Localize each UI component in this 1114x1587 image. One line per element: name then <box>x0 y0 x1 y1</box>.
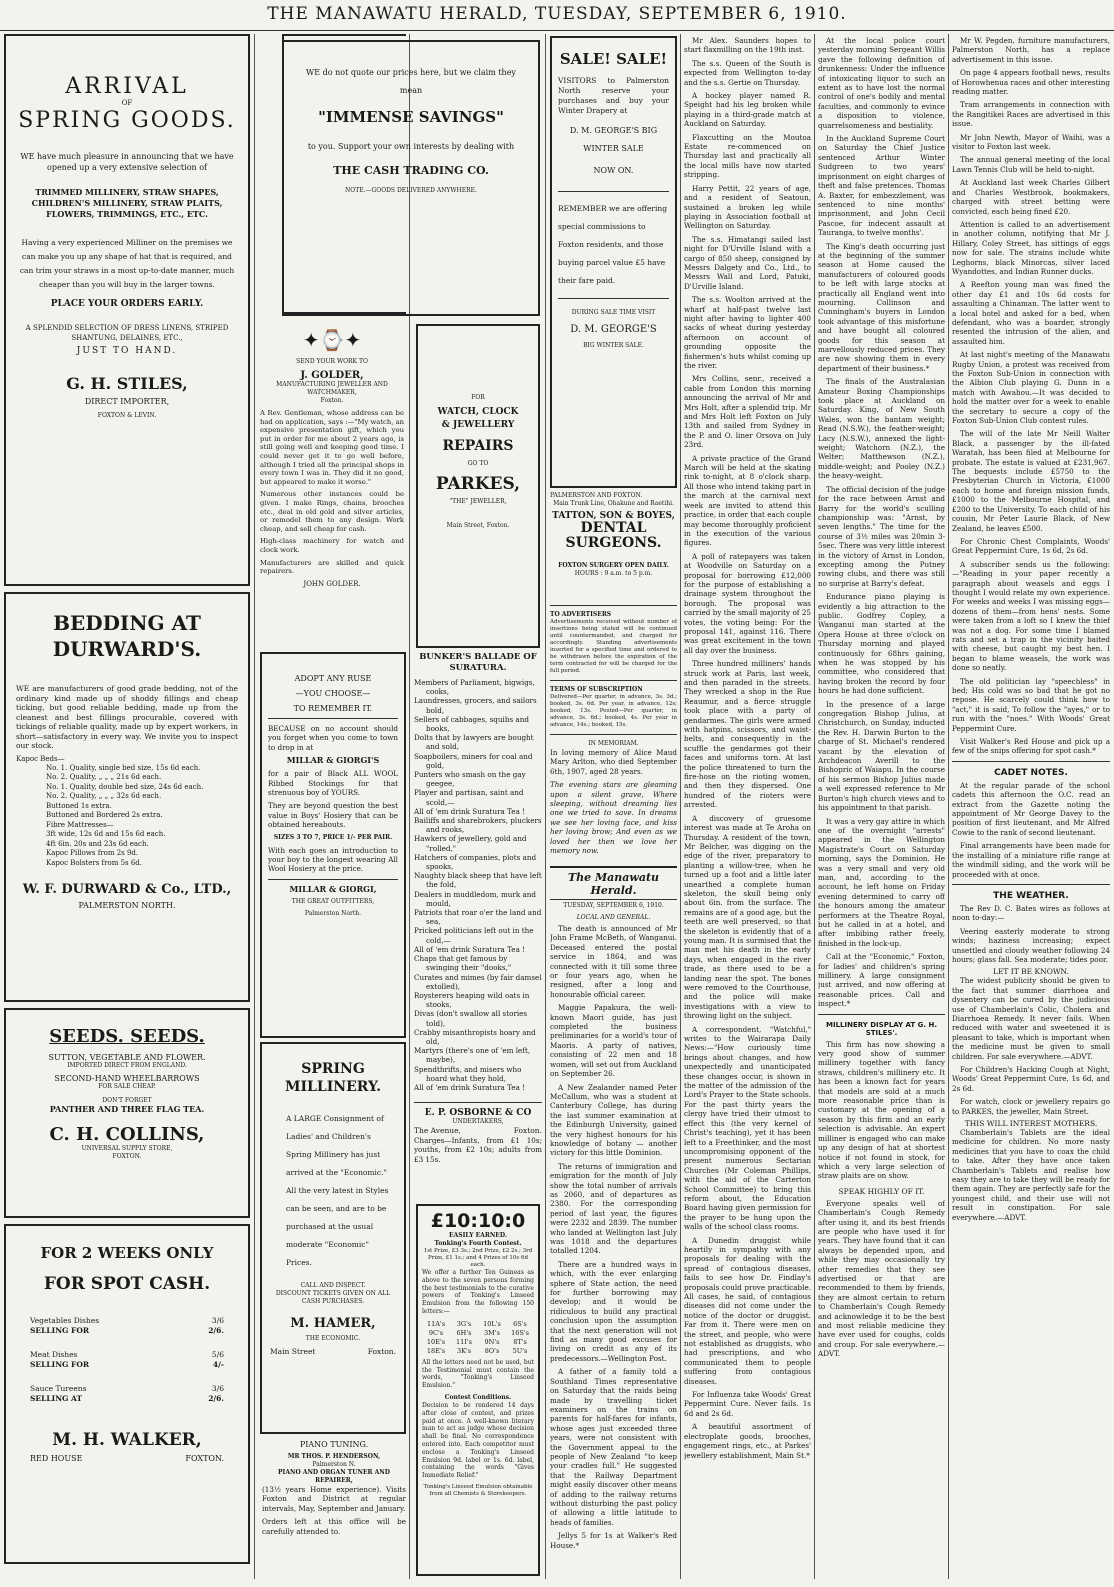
news-paragraph: Attention is called to an advertisement in another column, notifying that Mr J. Hillary, Coley Street, has sittings of eggs now for sale. The strains include white Leghorns, black Minorcas, silver laced Wyandottes, and Indian Runner ducks. <box>952 219 1110 276</box>
memoriam-verse: The evening stars are gleaming upon a silent grave, Where sleeping, without dreaming lies one we tried to save. In dreams we see her loving face, and kiss her loving brow; And even as we loved her then we love her memory now. <box>550 780 677 856</box>
millar-advert <box>260 652 406 1038</box>
walker-item-now: 2/6. <box>208 1326 224 1335</box>
ballad-line: Spendthrifts, and misers who hoard what they hold, <box>414 1064 522 1083</box>
durward-price-line: No. 1. Quality, single bed size, 15s 6d each. <box>46 763 201 772</box>
weather-p2: Veering easterly moderate to strong winds; haziness increasing; expect unsettled and cloudy weather following 24 hours; glass fall. Sea moderate; tides poor. <box>952 926 1110 964</box>
weather-title: THE WEATHER. <box>993 890 1069 901</box>
cadet-notes-title: CADET NOTES. <box>994 767 1068 778</box>
osborne-advert <box>414 1102 542 1209</box>
notices-block <box>550 600 677 860</box>
walker-item-was: 3/6 <box>211 1316 224 1325</box>
walker-item <box>30 1350 224 1370</box>
news-paragraph: For Chronic Chest Complaints, Woods' Great Peppermint Cure, 1s 6d, 2s 6d. <box>952 536 1110 556</box>
tonking-note: All the letters need not be used, but the Testimonial must contain the words, "Tonking's Linseed Emulsion." <box>422 1358 534 1390</box>
news-paragraph: A correspondent, "Watchful," writes to the Wairarapa Daily News:—"How curiously time brings about changes, and how unexpectedly and unanticipated these changes occur, is shown in the matter of the admission of the Lord's Prayer to the State schools. For the past thirty years the clergy have tried their utmost to effect this (the very kernel of Christ's teaching), yet it has been left to a Freethinker, and the most uncompromising opponent of the present numerous Sectarian Churches (Mr Coleman Phillips, with the aid of the Carterton School Committee) to bring this reform about, the Education Board having given permission for the prayer to be hung upon the walls of the school class rooms. <box>684 1024 811 1232</box>
tonking-advert <box>416 1204 540 1576</box>
walker-shop: RED HOUSE <box>30 1454 83 1463</box>
stiles-place: FOXTON & LEVIN. <box>97 412 157 419</box>
news-paragraph: A private practice of the Grand March will be held at the skating rink to-night, at 8 o'clock sharp. All those who intend taking part in the march at the carnival next week are invited to attend this practice, in order that each couple may become thoroughly proficient in the execution of the various figures. <box>684 453 811 548</box>
memoriam-title: IN MEMORIAM. <box>588 740 639 747</box>
parkes-line1: WATCH, CLOCK <box>437 407 519 417</box>
parkes-name: PARKES, <box>435 474 521 494</box>
ballad-line: Laundresses, grocers, and sailors bold, <box>414 696 537 715</box>
henderson-advert <box>262 1440 406 1580</box>
herald-section: LOCAL AND GENERAL. <box>576 914 651 921</box>
news-paragraph: Call at the "Economic," Foxton, for ladies' and children's spring millinery. A large consignment just arrived, and now offering at reasonable prices. Call and inspect.* <box>818 952 945 1009</box>
news-paragraph: In the Auckland Supreme Court on Saturday the Chief Justice sentenced Arthur Winter Sudgreen to two years' imprisonment on eight charges of theft and false pretences. Thomas A. Baxter, for embezzlement, was sentenced to nine months' imprisonment, and John Cecil Pascoe, for indecent assault at Tauranga, to twelve months'. <box>818 134 945 238</box>
walker-item <box>30 1316 224 1336</box>
walker-item-name: Meat Dishes <box>30 1350 78 1359</box>
news-paragraph: The King's death occurring just at the beginning of the summer season at Home caused the manufacturers of coloured goods to be left with large stocks at practically all England went into mourning. Collinson and Cunningham's buyers in London took advantage of this misfortune and have bought all coloured goods for this season at marvellously reduced prices. They are now showing them in every department of their business.* <box>818 241 945 373</box>
durward-price-line: Kapoc Pillows from 2s 9d. <box>46 849 139 857</box>
news-paragraph: A poll of ratepayers was taken at Woodville on Saturday on a proposal for borrowing £12,000 for the purpose of establishing a drainage system throughout the borough. The proposal was carried by the small majority of 25 votes, the voting being: For the proposal 141, against 116. There was great excitement in the town all day over the business. <box>684 551 811 655</box>
cash-trading-box <box>282 40 540 316</box>
walker-item-sell: SELLING FOR <box>30 1326 90 1335</box>
millar-name: MILLAR & GIORGI, <box>289 883 377 894</box>
durward-price-list <box>16 764 238 869</box>
news-paragraph: A subscriber sends us the following:—"Reading in your paper recently a paragraph about weasels and eggs I thought I would relate my own experience. For weeks and weeks I was missing eggs—dozens of them—from hens' nests. Some were taken from a loft so I knew the thief was not a dog. For some time I blamed rats and set a trap in the vicinity baited with cheese, but caught my best hen. I began to blame weasels, the work was done so neatly. <box>952 559 1110 673</box>
durward-price-line: No. 2. Quality, „ „ „ 32s 6d each. <box>46 792 162 800</box>
ballad-line: Hatchers of companies, plots and spooks, <box>414 852 537 872</box>
news-paragraph: The death is announced of Mr John Frame McBeth, of Wanganui. Deceased entered the postal service in 1864, and was connected with it till some three or four years ago, when he resigned, after a long and honourable official career. <box>550 924 677 999</box>
tonking-grid-cell: 9C's <box>428 1328 444 1337</box>
dental-title: DENTAL SURGEONS. <box>565 520 662 551</box>
news-column-5 <box>818 36 945 1579</box>
osborne-street: The Avenue, <box>414 1126 461 1135</box>
tonking-grid-cell: 11I's <box>456 1337 472 1346</box>
tonking-grid-cell: 10L's <box>483 1319 501 1328</box>
news-paragraph: For Influenza take Woods' Great Peppermint Cure. Never fails. 1s 6d and 2s 6d. <box>684 1390 811 1418</box>
cash-note: NOTE.—GOODS DELIVERED ANYWHERE. <box>345 187 477 194</box>
stiles-name: G. H. STILES, <box>66 374 188 393</box>
news-column-4 <box>684 36 811 1579</box>
hamer-title: SPRING MILLINERY. <box>284 1061 382 1095</box>
george-name: D. M. GEORGE'S <box>570 324 657 335</box>
durward-price-line: No. 1. Quality, double bed size, 24s 6d each. <box>46 782 204 791</box>
cadet-notes-p2: Final arrangements have been made for the installing of a miniature rifle range at the windmill siding, and the work will be proceeded with at once. <box>952 841 1110 879</box>
osborne-charges: Charges—Infants, from £1 10s; youths, from £2 10s; adults from £3 15s. <box>414 1136 542 1164</box>
george-remember: REMEMBER we are offering special commissions to Foxton residents, and those buying parcel value £5 have their fare paid. <box>558 204 667 285</box>
weather-p1: The Rev D. C. Bates wires as follows at noon to-day:— <box>952 903 1110 923</box>
walker-item-was: 3/6 <box>211 1384 224 1393</box>
collins-line4: FOR SALE CHEAP. <box>98 1083 156 1090</box>
stiles-of: OF <box>121 99 133 107</box>
golder-advert <box>260 328 404 642</box>
masthead: THE MANAWATU HERALD, TUESDAY, SEPTEMBER 6, 1910. <box>0 0 1114 31</box>
millar-line1: ADOPT ANY RUSE <box>294 674 372 683</box>
news-paragraph: Three hundred milliners' hands struck work at Paris, last week, and then paraded in the streets. They wrecked a shop in the Rue Reaumur, and a fierce struggle took place with a party of gendarmes. The girls were armed with hatpins, scissors, and waist-belts, and consequently in the scuffle the gendarmes got their faces and uniforms torn. At last the police threatened to turn the fire-hose on the rioting women, and then they dispersed. One hundred of the rioters were arrested. <box>684 659 811 810</box>
collins-line1: SUTTON, VEGETABLE AND FLOWER. <box>48 1053 206 1062</box>
walker-item-sell: SELLING AT <box>30 1394 83 1403</box>
stiles-goods: TRIMMED MILLINERY, STRAW SHAPES, CHILDREN'S MILLINERY, STRAW PLAITS, FLOWERS, TRIMMINGS, ETC., ETC. <box>31 187 223 219</box>
herald-header <box>550 866 677 922</box>
parkes-line2: & JEWELLERY <box>441 420 515 430</box>
dental-hours-block <box>550 562 677 598</box>
durward-name: W. F. DURWARD & Co., LTD., <box>22 882 232 897</box>
dental-surgery: FOXTON SURGERY OPEN DAILY. <box>558 562 669 569</box>
ballad-line: Naughty black sheep that have left the fold, <box>414 871 542 890</box>
hamer-discount: DISCOUNT TICKETS GIVEN ON ALL CASH PURCHASES. <box>275 1290 391 1305</box>
stiles-intro: WE have much pleasure in announcing that we have opened up a very extensive selection of <box>20 152 234 172</box>
stiles-selection: A SPLENDID SELECTION OF DRESS LINENS, STRIPED SHANTUNG, DELAINES, ETC., <box>25 324 229 342</box>
tonking-grid-cell: 3G's <box>456 1319 472 1328</box>
cash-intro: WE do not quote our prices here, but we claim they mean <box>306 68 516 95</box>
tonking-grid-cell: 18E's <box>426 1346 446 1355</box>
ballad-line: Divas (don't swallow all stories told), <box>414 1009 528 1028</box>
let-it-be-known-text: The widest publicity should be given to the fact that summer diarrhoea and dysentery can be cured by the judicious use of Chamberlain's Colic, Cholera and Diarrhoea Remedy. It never fails. When reduced with water and sweetened it is pleasant to take, which is important when the medicine must be given to small children. For sale everywhere.—ADVT. <box>952 976 1110 1061</box>
hamer-name: M. HAMER, <box>290 1316 376 1331</box>
george-now: NOW ON. <box>593 166 634 175</box>
millar-shop: MILLAR & GIORGI'S <box>286 755 380 766</box>
news-paragraph: The s.s. Himatangi sailed last night for D'Urville Island with a cargo of 850 sheep, consigned by Messrs Dalgety and Co., Ltd., to Messrs Wall and Lord, Patuki, D'Urville Island. <box>684 234 811 291</box>
news-paragraph: A Reefton young man was fined the other day £1 and 10s 6d costs for assaulting a Chinaman. The latter went to a local hotel and asked for a bed, when defendant, who was a boarder, strongly resented the intrusion of the alien, and assaulted him. <box>952 280 1110 346</box>
ballad-line: Soapboilers, miners for coal and gold, <box>414 751 533 770</box>
news-paragraph: Mrs Collins, senr., received a cable from London this morning announcing the arrival of Mr and Mrs Holt, after a splendid trip. Mr and Mrs Holt left Foxton on July 13th and sailed from Sydney in the P. and O. liner Orsova on July 23rd. <box>684 374 811 450</box>
walker-item-sell: SELLING FOR <box>30 1360 90 1369</box>
tonking-text: We offer a further Ten Guineas as above to the seven persons forming the best testimonials to the curative powers of Tonking's Linseed Emulsion from the following 150 letters:— <box>422 1269 534 1315</box>
durward-title: BEDDING AT DURWARD'S. <box>52 611 202 661</box>
ballad-line: Dealers in muddledom, murk and mould, <box>414 889 537 908</box>
news-paragraph: In the presence of a large congregation Bishop Julius, at Christchurch, on Sunday, inducted the Rev. H. Darwin Burton to the charge of St. Michael's rendered vacant by the elevation of Archdeacon Averill to the Bishopric of Waiapu. In the course of his sermon Bishop Julius made a well expressed reference to Mr Burton's high church views and to his appointment to that parish. <box>818 699 945 813</box>
ballad-line: Punters who smash on the gay geegee, <box>414 770 526 789</box>
tonking-price: £10:10:0 <box>430 1210 526 1232</box>
walker-place: FOXTON. <box>185 1454 224 1463</box>
tonking-earned: EASILY EARNED. <box>449 1232 507 1239</box>
george-title: SALE! SALE! <box>559 50 668 68</box>
news-paragraph: At the local police court yesterday morning Sergeant Willis gave the following definition of drunkenness: Under the influence of intoxicating liquor to such an extent as to have lost the normal control of one's bodily and mental faculties, and commonly to evince a disposition to violence, quarrelsomeness and bestiality. <box>818 36 945 130</box>
durward-intro: WE are manufacturers of good grade bedding, not of the ordinary kind made up of shoddy fillings and cheap ticking, but good reliable bedding, made up from the cleanest and best fillings procurable, covered with tickings of reliable quality, made up by expert workers, in short—satisfactory in every way. We invite you to inspect our stock. <box>16 684 238 750</box>
hamer-sub: THE ECONOMIC. <box>305 1335 361 1342</box>
osborne-name: E. P. OSBORNE & CO <box>424 1108 532 1118</box>
walker-title2: FOR SPOT CASH. <box>43 1274 211 1294</box>
durward-price-line: Kapoc Bolsters from 5s 6d. <box>46 858 142 867</box>
news-paragraph: Mr John Newth, Mayor of Waihi, was a visitor to Foxton last week. <box>952 132 1110 152</box>
cash-headline: "IMMENSE SAVINGS" <box>318 108 504 126</box>
news-paragraph: On page 4 appears football news, results of Horowhenua races and other interesting reading matter. <box>952 68 1110 97</box>
ballad-line: Martyrs (there's one of 'em left, maybe), <box>414 1046 531 1065</box>
tonking-grid-cell: 3M's <box>484 1328 500 1337</box>
osborne-place: Foxton. <box>513 1126 542 1135</box>
ballad-line: Roysterers heaping wild oats in stooks, <box>414 990 530 1010</box>
news-paragraph: Mr W. Pegden, furniture manufacturers, Palmerston North, has a replace advertisement in this issue. <box>952 36 1110 64</box>
collins-store: UNIVERSAL SUPPLY STORE, <box>81 1145 173 1152</box>
ballad-line: All of 'em drink Suratura Tea ! <box>414 806 526 816</box>
column-rule <box>545 34 546 1579</box>
ballad-line: Chaps that get famous by swinging their "dooks," <box>414 954 512 973</box>
millar-line2: —YOU CHOOSE— <box>295 689 371 698</box>
news-paragraph: It was a very gay attire in which one of the overnight "arrests" appeared in the Wellington Magistrate's Court on Saturday morning, says the Dominion. He was a very small and very old man, and, according to the account, he left home on Friday evening determined to carry off the honours among the amateur performers at the Theatre Royal, but he called in at a hotel, and after imbibing rather freely, finished in the lock-up. <box>818 816 945 948</box>
dental-line: Main Trunk Line, Ohakune and Raetihi. <box>553 500 674 507</box>
golder-name: J. GOLDER, <box>300 370 364 381</box>
tonking-footer: Tonking's Linseed Emulsion obtainable from all Chemists & Storekeepers. <box>423 1483 533 1497</box>
millar-text1: BECAUSE on no account should you forget when you come to town to drop in at <box>268 724 398 752</box>
news-paragraph: A New Zealander named Peter McCallum, who was a student at Canterbury College, has during the last summer examination at the Edinburgh University, gained the very highest honours for his knowledge of botany — another victory for this little Dominion. <box>550 1082 677 1158</box>
henderson-place: Palmerston N. <box>312 1461 356 1468</box>
news-paragraph: The old politician lay "speechless" in bed; His cold was so bad that he got no repose. He scarcely could think how to "act," it is said, To follow the "ayes," or to run with the "noes." With Woods' Great Peppermint Cure. <box>952 676 1110 733</box>
golder-role: MANUFACTURING JEWELLER AND WATCHMAKER, <box>276 381 388 396</box>
tonking-grid-cell: 11A's <box>426 1319 446 1328</box>
news-paragraph: A discovery of gruesome interest was made at Te Aroha on Thursday. A resident of the town, Mr Belcher, was digging on the edge of the river, preparatory to planting a willow-tree, when he turned up a foot and a little later unearthed a complete human skeleton, the skull being only about 6in. from the surface. The remains are of a good age, but the teeth are well preserved, so that the skeleton is evidently that of a young man. It is surmised that the man met his death in the early days, when engaged in the river trade, as there used to be a landing near the spot. The bones were removed to the Courthouse, and the police will make investigations with a view to throwing light on the subject. <box>684 813 811 1021</box>
ballad-line: All of 'em drink Suratura Tea ! <box>414 1082 526 1092</box>
millar-sub: THE GREAT OUTFITTERS, <box>291 897 375 905</box>
ballad-line: Hawkers of jewellery, gold and "rolled," <box>414 834 527 853</box>
walker-item-name: Vegetables Dishes <box>30 1316 100 1325</box>
ballad-line: Pricked politicians left out in the cold,— <box>414 926 534 945</box>
stiles-orders: PLACE YOUR ORDERS EARLY. <box>50 299 204 309</box>
news-paragraph: At Auckland last week Charles Gilbert and Charles Westbrook, bookmakers, charged with street betting were convicted, each being fined £20. <box>952 178 1110 216</box>
speak-highly-title: SPEAK HIGHLY OF IT. <box>838 1186 925 1196</box>
notice-advertisers-title: TO ADVERTISERS <box>550 611 612 618</box>
news-paragraph: There are a hundred ways in which, with the ever enlarging sphere of State action, the need for further borrowing may develop; and it would be ridiculous to build any practical conclusion upon the assumption that the next generation will not find as many good excuses for living on credit as any of its predecessors.—Wellington Post. <box>550 1259 677 1363</box>
news-paragraph: The returns of immigration and emigration for the month of July show the total number of arrivals as 2060, and of departures as 2380. For the corresponding period of last year, the figures were 2232 and 2839. The number who landed at Wellington last July was 1018 and the departures totalled 1204. <box>550 1161 677 1256</box>
walker-item-now: 4/- <box>212 1360 224 1369</box>
news-paragraph: Harry Pettit, 22 years of age, and a resident of Seatoun, sustained a broken leg while playing in Association football at Wellington on Saturday. <box>684 183 811 231</box>
dental-hours: HOURS : 9 a.m. to 5 p.m. <box>574 570 653 577</box>
golder-machinery: High-class machinery for watch and clock work. <box>260 537 404 554</box>
millinery-display-text: This firm has now showing a very good show of summer millinery together with fancy straws, children's millinery etc. It has been a known fact for years that models are sold at a much more reasonable price than is customary at the opening of a season by this firm and an early selection is advisable. An expert milliner is engaged who can make up any design of hat at shortest notice if not found in stock, for which a very large selection of straw plaits are on show. <box>818 1039 945 1181</box>
tonking-grid-cell: 6S's <box>513 1319 527 1328</box>
tonking-letter-grid <box>422 1320 534 1356</box>
dental-name: TATTON, SON & BOYES, <box>552 511 675 521</box>
millar-line3: TO REMEMBER IT. <box>293 704 373 713</box>
notice-subscription-title: TERMS OF SUBSCRIPTION <box>550 686 643 693</box>
ballad-line: All of 'em drink Suratura Tea ! <box>414 944 526 954</box>
golder-place: Foxton. <box>320 397 344 404</box>
stiles-advert <box>4 34 250 586</box>
ballad-line: Bailiffs and sharebrokers, pluckers and rooks, <box>414 816 542 835</box>
watch-icon: ✦⌚✦ <box>302 328 362 352</box>
george-shop: D. M. GEORGE'S BIG WINTER SALE <box>569 126 658 153</box>
tonking-grid-cell: 10E's <box>426 1337 446 1346</box>
ballad-line: Sellers of cabbages, squibs and books, <box>414 714 529 734</box>
durward-price-line: Fibre Mattresses— <box>46 820 114 829</box>
collins-name: C. H. COLLINS, <box>49 1124 205 1145</box>
walker-name: M. H. WALKER, <box>52 1430 202 1450</box>
memoriam-sign <box>550 859 677 860</box>
news-paragraph: Tram arrangements in connection with the Rangitikei Races are advertised in this issue. <box>952 100 1110 129</box>
collins-line3: SECOND-HAND WHEELBARROWS <box>54 1074 200 1083</box>
news-paragraph: Endurance piano playing is evidently a big attraction to the public. Godfrey Copley, a Wanganui man started at the Opera House at three o'clock on Thursday morning and played continuously for 68hrs gaining, when he was stopped by his committee, who considered that having broken the record by four hours he had done sufficient. <box>818 592 945 696</box>
millar-place: Palmerston North. <box>304 909 362 917</box>
mothers-title: THIS WILL INTEREST MOTHERS. <box>964 1119 1098 1129</box>
golder-testimonial: A Rev. Gentleman, whose address can be had on application, says :—"My watch, an expensive presentation gift, which you put in order for me about 2 years ago, is still going well and keeping good time. I could never get it to go well before, although I tried all the principal shops in every town I was in. They did it no good, but appeared to make it worse." <box>260 409 404 486</box>
let-it-be-known-extra2: For watch, clock or jewellery repairs go to PARKES, the jeweller, Main Street. <box>952 1097 1110 1116</box>
ballad-line: Crabby misanthropists hoary and old, <box>414 1027 536 1046</box>
news-paragraph: The s.s. Queen of the South is expected from Wellington to-day and the s.s. Gertie on Thursday. <box>684 58 811 87</box>
millar-text2: for a pair of Black ALL WOOL Ribbed Stockings for that strenuous boy of YOURS. <box>268 769 398 798</box>
news-paragraph: A Dunedin druggist while heartily in sympathy with any proposals for dealing with the spread of contagious diseases, fails to see how Dr. Findlay's proposals could prove practicable. All cases, he said, of contagious diseases did not come under the notice of the doctor or druggist. Far from it. There were men on the street, and people, who were not established as druggists, who had prescriptions, and who communicated them to people suffering from contagious diseases. <box>684 1235 811 1386</box>
golder-more: Numerous other instances could be given. I make Rings, chains, brooches etc., deal in old gold and silver articles, or remodel them to any design. Work cheap, and sell cheap for cash. <box>260 490 404 533</box>
tonking-grid-cell: 3K's <box>456 1346 472 1355</box>
durward-price-line: Buttoned and Bordered 2s extra. <box>46 811 163 819</box>
osborne-sub: UNDERTAKERS, <box>452 1118 504 1125</box>
walker-item-was: 5/6 <box>211 1350 224 1359</box>
millar-sizes: SIZES 3 TO 7, PRICE 1/- PER PAIR. <box>273 833 393 841</box>
ballad-verses <box>414 678 542 1092</box>
news-paragraph: Flaxcutting on the Moutoa Estate re-commenced on Thursday last and practically all the local mills have now started stripping. <box>684 132 811 180</box>
ballad-line: Patriots that roar o'er the land and sea, <box>414 908 542 927</box>
column-rule <box>254 34 255 1579</box>
durward-advert <box>4 592 250 1002</box>
parkes-goto: GO TO <box>467 460 489 467</box>
ballad-line: Dolts that by lawyers are bought and sold, <box>414 733 534 752</box>
news-paragraph: The finals of the Australasian Amateur Boxing Championships took place at Auckland on Saturday. King, of New South Wales, won the bantam weight; Read (N.S.W.), the feather-weight; Lacy (N.S.W.), annexed the light-weight; Watchorn (N.Z.), the Welter; Matthewson (N.Z.), middle-weight; and Pooley (N.Z.) the heavy-weight. <box>818 377 945 481</box>
cadet-notes-p1: At the regular parade of the school cadets this afternoon the O.C. read an extract from the Gazette noting the appointment of Mr George Davey to the position of first lieutenant, and Mr Alfred Cowie to the rank of second lieutenant. <box>952 780 1110 837</box>
durward-price-line: Buttoned 1s extra. <box>46 801 112 810</box>
let-it-be-known-title: LET IT BE KNOWN. <box>992 967 1070 977</box>
tonking-ctext: Decision to be rendered 14 days after close of contest, and prizes paid at once. A well-known literary man to act as judge whose decision shall be final. No correspondence entered into. Each competitor must enclose a Tonking's Linseed Emulsion 9d. label or 1s. 6d. label, containing the words "Gives Immediate Relief." <box>422 1401 534 1480</box>
dental-top: PALMERSTON AND FOXTON. <box>550 492 643 499</box>
golder-staff: Manufacturers are skilled and quick repairers. <box>260 558 404 576</box>
news-paragraph: A beautiful assortment of electroplate goods, brooches, engagement rings, etc., at Parkes' jewellery establishment, Main St.* <box>684 1422 811 1460</box>
stiles-role: DIRECT IMPORTER, <box>84 397 170 406</box>
dental-advert <box>550 492 677 562</box>
collins-title: SEEDS. SEEDS. <box>49 1026 205 1047</box>
news-paragraph: A hockey player named R. Speight had his leg broken while playing in a third-grade match at Auckland on Saturday. <box>684 91 811 129</box>
walker-price-list <box>16 1316 238 1404</box>
hamer-call: CALL AND INSPECT. <box>300 1282 366 1289</box>
collins-line6: PANTHER AND THREE FLAG TEA. <box>49 1104 205 1114</box>
durward-kapoc: Kapoc Beds— <box>16 754 65 763</box>
walker-advert <box>4 1224 250 1564</box>
durward-price-line: No. 2. Quality, „ „ „ 21s 6d each. <box>46 773 162 781</box>
henderson-orders: Orders left at this office will be carefully attended to. <box>262 1517 406 1536</box>
hamer-street: Main Street <box>270 1347 316 1356</box>
parkes-line3: REPAIRS <box>442 438 514 454</box>
stiles-title-spring: SPRING GOODS. <box>18 108 236 133</box>
collins-place: FOXTON. <box>112 1153 142 1160</box>
george-advert <box>550 36 677 488</box>
parkes-sub: "THE" JEWELLER, <box>449 498 507 505</box>
golder-sign: JOHN GOLDER. <box>303 579 361 588</box>
notice-subscription-text: Delivered—Per quarter, in advance, 3s. 3d.; booked, 3s. 6d. Per year, in advance, 12s; booked, 13s. Posted—Per quarter, in advance, 3s. 6d.; booked, 4s. Per year in advance, 14s.; booked, 15s. <box>550 694 677 728</box>
hamer-text: A LARGE Consignment of Ladies' and Children's Spring Millinery has just arrived at the "Economic." All the very latest in Styles can be seen, and are to be purchased at the usual moderate "Economic" Prices. <box>286 1114 389 1267</box>
stiles-milliner: Having a very experienced Milliner on the premises we can make you up any shape of hat that is required, and can trim your straws in a most up-to-date manner, much cheaper than you will buy in the larger towns. <box>19 238 235 289</box>
news-paragraph: A father of a family told a Southland Times representative on Saturday that the raids being made by travelling ticket examiners on the trains on parents for half-fares for infants, whose ages just exceeded three years, were not consistent with the Government appeal to the people of New Zealand "to keep your cradles full." He suggested that the Railway Department might easily discover other means of adding to the railway returns without disturbing the past policy of allowing a little latitude to heads of families. <box>550 1367 677 1527</box>
hamer-advert <box>260 1042 406 1434</box>
local-general-column <box>550 924 677 1579</box>
hamer-place: Foxton. <box>367 1347 396 1356</box>
parkes-advert <box>416 324 540 648</box>
stiles-title-arrival: ARRIVAL <box>65 74 189 99</box>
ballad-line: Curates and mimes (by fair damsel extolled), <box>414 972 542 991</box>
cash-name: THE CASH TRADING CO. <box>333 164 489 177</box>
tonking-contest: Tonking's Fourth Contest. <box>434 1240 522 1247</box>
henderson-role: PIANO AND ORGAN TUNER AND REPAIRER, <box>278 1469 390 1484</box>
herald-date: TUESDAY, SEPTEMBER 6, 1910. <box>550 899 677 910</box>
collins-advert <box>4 1008 250 1218</box>
durward-price-line: 3ft wide, 12s 6d and 15s 6d each. <box>46 830 166 838</box>
parkes-place: Main Street, Foxton. <box>446 522 510 529</box>
ballad-line: Members of Parliament, bigwigs, cooks, <box>414 678 535 697</box>
news-paragraph: At last night's meeting of the Manawatu Rugby Union, a protest was received from the Foxton Sub-Union in connection with the Albion Club playing G. Dunn in a match with Awahou.—It was decided to hold the matter over for a week to enable the secretary to secure a copy of the Foxton Sub-Union Club contest rules. <box>952 350 1110 426</box>
column-rule <box>948 34 949 1579</box>
cash-text: to you. Support your own interests by dealing with <box>307 142 515 151</box>
durward-place: PALMERSTON NORTH. <box>78 901 176 910</box>
walker-item-name: Sauce Tureens <box>30 1384 87 1393</box>
golder-send: SEND YOUR WORK TO <box>296 358 368 365</box>
tonking-grid-cell: 6H's <box>456 1328 472 1337</box>
millinery-display-title: MILLINERY DISPLAY AT G. H. STILES'. <box>826 1020 937 1037</box>
news-column-6 <box>952 36 1110 1579</box>
news-paragraph: The s.s. Woolton arrived at the wharf at half-past twelve last night after having to lighter 400 sacks of wheat during yesterday afternoon on account of grounding opposite the fishermen's huts whilst coming up the river. <box>684 295 811 370</box>
ballad-column <box>414 652 542 1092</box>
tonking-prizes: 1st Prize, £3 3s.; 2nd Prize, £2 2s.; 3rd Prize, £1 1s.; and 4 Prizes of 10s 6d each. <box>423 1248 533 1268</box>
henderson-title: PIANO TUNING. <box>299 1440 369 1449</box>
millar-text4: With each goes an introduction to your boy to the longest wearing All Wool Hosiery at the price. <box>268 845 398 874</box>
ballad-line: Player and partisan, saint and scold,— <box>414 788 524 807</box>
memoriam-text: In loving memory of Alice Maud Mary Arlton, who died September 6th, 1907, aged 28 years. <box>550 748 677 776</box>
tonking-grid-cell: 16S's <box>511 1328 529 1337</box>
millar-text3: They are beyond question the best value in Boys' Hosiery that can be obtained hereabouts. <box>268 801 398 830</box>
henderson-name: MR THOS. P. HENDERSON, <box>287 1453 381 1460</box>
herald-title: The Manawatu Herald. <box>567 871 660 897</box>
column-rule <box>814 34 815 1579</box>
walker-item-now: 2/6. <box>208 1394 224 1403</box>
tonking-conditions: Contest Conditions. <box>444 1393 512 1401</box>
collins-line2: IMPORTED DIRECT FROM ENGLAND. <box>67 1062 187 1069</box>
tonking-grid-cell: 9N's <box>484 1337 500 1346</box>
news-paragraph: The will of the late Mr Neill Walter Black, a passenger by the ill-fated Waratah, has been filed at Melbourne for probate. The estate is valued at £231,967. The bequests include £5750 to the Presbyterian Church in Victoria, £1000 each to home and foreign mission funds, £1000 to the Melbourne Hospital, and £200 to the University. To each child of his cousin, Mr Peter Laurie Black, of New Zealand, he leaves £500. <box>952 429 1110 533</box>
news-paragraph: Mr Alex. Saunders hopes to start flaxmilling on the 19th inst. <box>684 36 811 55</box>
mothers-text: Chamberlain's Tablets are the ideal medicine for children. No more nasty medicines that you have to coax the child to take. After they have once taken Chamberlain's Tablets and realise how easy they are to take they will be ready for them again. They are perfectly safe for the youngest child, and their use will not result in constipation. For sale everywhere.—ADVT. <box>952 1128 1110 1222</box>
news-paragraph: Visit Walker's Red House and pick up a few of the snips offering for spot cash.* <box>952 737 1110 756</box>
george-text: VISITORS to Palmerston North reserve your purchases and buy your Winter Drapery at <box>558 76 669 115</box>
news-paragraph: The official decision of the judge for the race between Arnst and Barry for the world's sculling championship was: "Arnst, by seven lengths." The time for the course of 3½ miles was 20min 3-5sec. There was very little interest in the victory of Arnst in London, excepting among the Putney rowing clubs, and there was still no surprise at Barry's defeat. <box>818 484 945 588</box>
george-visit: DURING SALE TIME VISIT <box>571 309 656 316</box>
collins-line5: DON'T FORGET <box>102 1097 152 1104</box>
durward-price-line: 4ft 6in. 20s and 23s 6d each. <box>46 839 149 848</box>
george-sale: BIG WINTER SALE. <box>583 342 644 349</box>
tonking-grid-cell: 8O's <box>484 1346 500 1355</box>
walker-title1: FOR 2 WEEKS ONLY <box>40 1244 214 1262</box>
news-paragraph: Jellys 5 for 1s at Walker's Red House.* <box>550 1531 677 1550</box>
henderson-text: (13½ years Home experience). Visits Foxton and District at regular intervals, May, September and January. <box>262 1485 406 1513</box>
speak-highly-text: Everyone speaks well of Chamberlain's Cough Remedy after using it, and its best friends are people who have used it for years. They have found that it can always be depended upon, and while they may occasionally try other remedies that they see advertised or that are recommended to them by friends, they are almost certain to return to Chamberlain's Cough Remedy and acknowledge it to be the best and most reliable medicine they have ever used for coughs, colds and croup. For sale everywhere.—ADVT. <box>818 1198 945 1359</box>
tonking-grid-cell: 8T's <box>513 1337 527 1346</box>
stiles-hand: JUST TO HAND. <box>76 346 178 356</box>
let-it-be-known-extra1: For Children's Hacking Cough at Night, Woods' Great Peppermint Cure, 1s 6d, and 2s 6d. <box>952 1065 1110 1093</box>
tonking-grid-cell: 5U's <box>512 1346 528 1355</box>
ballad-title: BUNKER'S BALLADE OF SURATURA. <box>419 652 537 673</box>
news-paragraph: Maggie Papakura, the well-known Maori guide, has just completed the business preliminaries for a world's tour of Maoris. A party of natives, consisting of 22 men and 18 women, will set out from Auckland on September 26. <box>550 1003 677 1079</box>
parkes-for: FOR <box>471 394 485 401</box>
walker-item <box>30 1384 224 1404</box>
news-paragraph: The annual general meeting of the local Lawn Tennis Club will be held to-night. <box>952 155 1110 174</box>
notice-advertisers-text: Advertisements received without number of insertions being stated will be continued until countermanded, and charged for accordingly. Standing advertisements inserted for a specified time and ordered to be withdrawn before the expiration of the term contracted for will be charged for the full period. <box>550 619 677 674</box>
column-rule <box>680 34 681 1579</box>
